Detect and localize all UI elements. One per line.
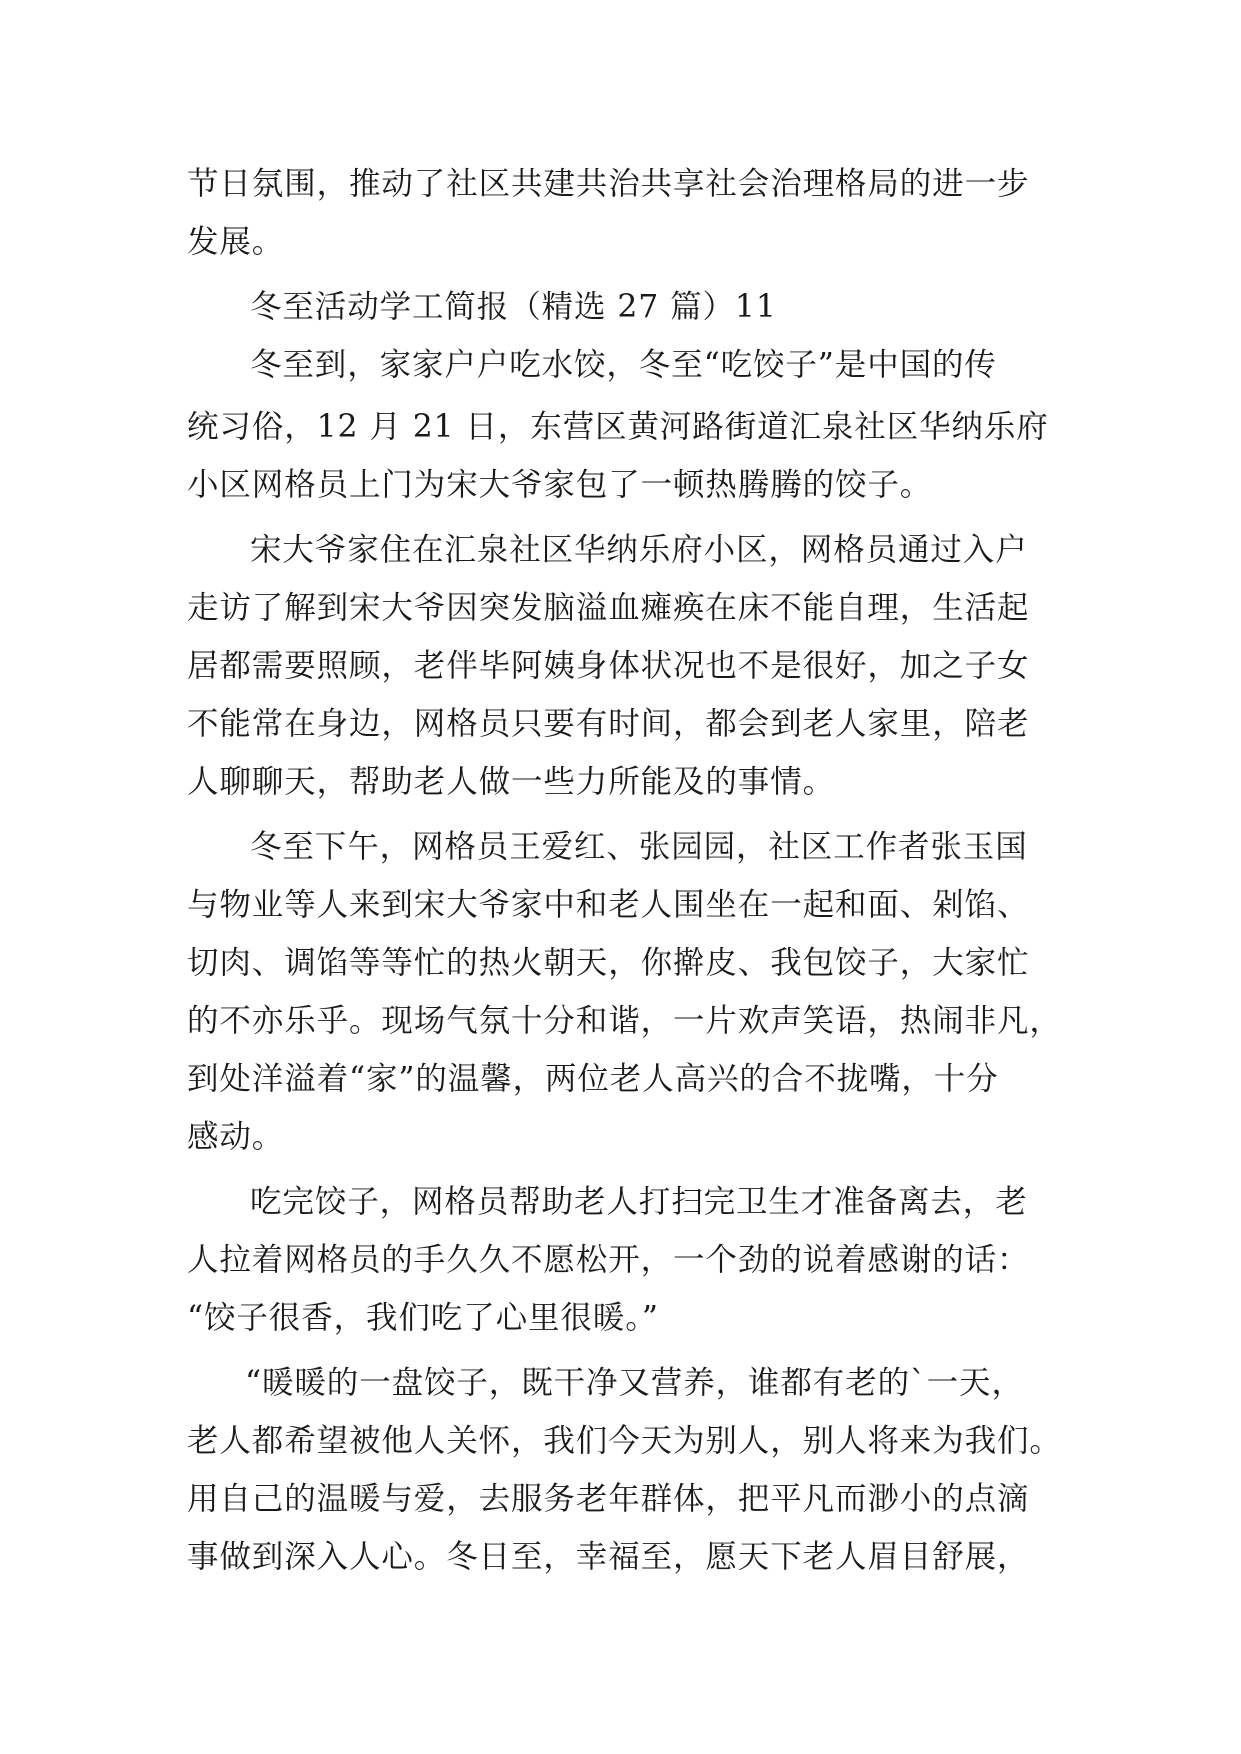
text-line: 事做到深入人心。冬日至，幸福至，愿天下老人眉目舒展， <box>187 1539 1030 1575</box>
paragraph-start: 吃完饺子，网格员帮助老人打扫完卫生才准备离去，老 <box>250 1184 1028 1220</box>
text-line: 的不亦乐乎。现场气氛十分和谐，一片欢声笑语，热闹非凡， <box>187 1003 1062 1039</box>
text-line: “饺子很香，我们吃了心里很暖。” <box>187 1300 659 1336</box>
text-line: 小区网格员上门为宋大爷家包了一顿热腾腾的饺子。 <box>187 467 933 503</box>
text-line: 人聊聊天，帮助老人做一些力所能及的事情。 <box>187 764 836 800</box>
paragraph-start: “暖暖的一盘饺子，既干净又营养，谁都有老的`一天， <box>245 1365 1024 1401</box>
body-text <box>187 155 1067 1586</box>
text-line: 节日氛围，推动了社区共建共治共享社会治理格局的进一步 <box>187 166 1030 202</box>
text-line: 走访了解到宋大爷因突发脑溢血瘫痪在床不能自理，生活起 <box>187 590 1030 626</box>
text-line: 发展。 <box>187 224 285 260</box>
text-line: 居都需要照顾，老伴毕阿姨身体状况也不是很好，加之子女 <box>187 648 1030 684</box>
text-line: 人拉着网格员的手久久不愿松开，一个劲的说着感谢的话： <box>187 1242 1030 1278</box>
text-line: 用自己的温暖与爱，去服务老年群体，把平凡而渺小的点滴 <box>187 1481 1030 1517</box>
text-line: 到处洋溢着“家”的温馨，两位老人高兴的合不拢嘴，十分 <box>187 1061 999 1097</box>
paragraph-start: 宋大爷家住在汇泉社区华纳乐府小区，网格员通过入户 <box>250 532 1028 568</box>
paragraph-start: 冬至到，家家户户吃水饺，冬至“吃饺子”是中国的传 <box>250 347 997 383</box>
text-line: 切肉、调馅等等忙的热火朝天，你擀皮、我包饺子，大家忙 <box>187 945 1030 981</box>
text-line: 感动。 <box>187 1119 285 1155</box>
paragraph-start: 冬至下午，网格员王爱红、张园园，社区工作者张玉国 <box>250 829 1028 865</box>
section-heading: 冬至活动学工简报（精选 27 篇）11 <box>250 289 777 325</box>
text-line: 与物业等人来到宋大爷家中和老人围坐在一起和面、剁馅、 <box>187 887 1030 923</box>
text-line: 老人都希望被他人关怀，我们今天为别人，别人将来为我们。 <box>187 1423 1062 1459</box>
text-line: 不能常在身边，网格员只要有时间，都会到老人家里，陪老 <box>187 706 1030 742</box>
text-line: 统习俗，12 月 21 日，东营区黄河路街道汇泉社区华纳乐府 <box>187 409 1049 445</box>
